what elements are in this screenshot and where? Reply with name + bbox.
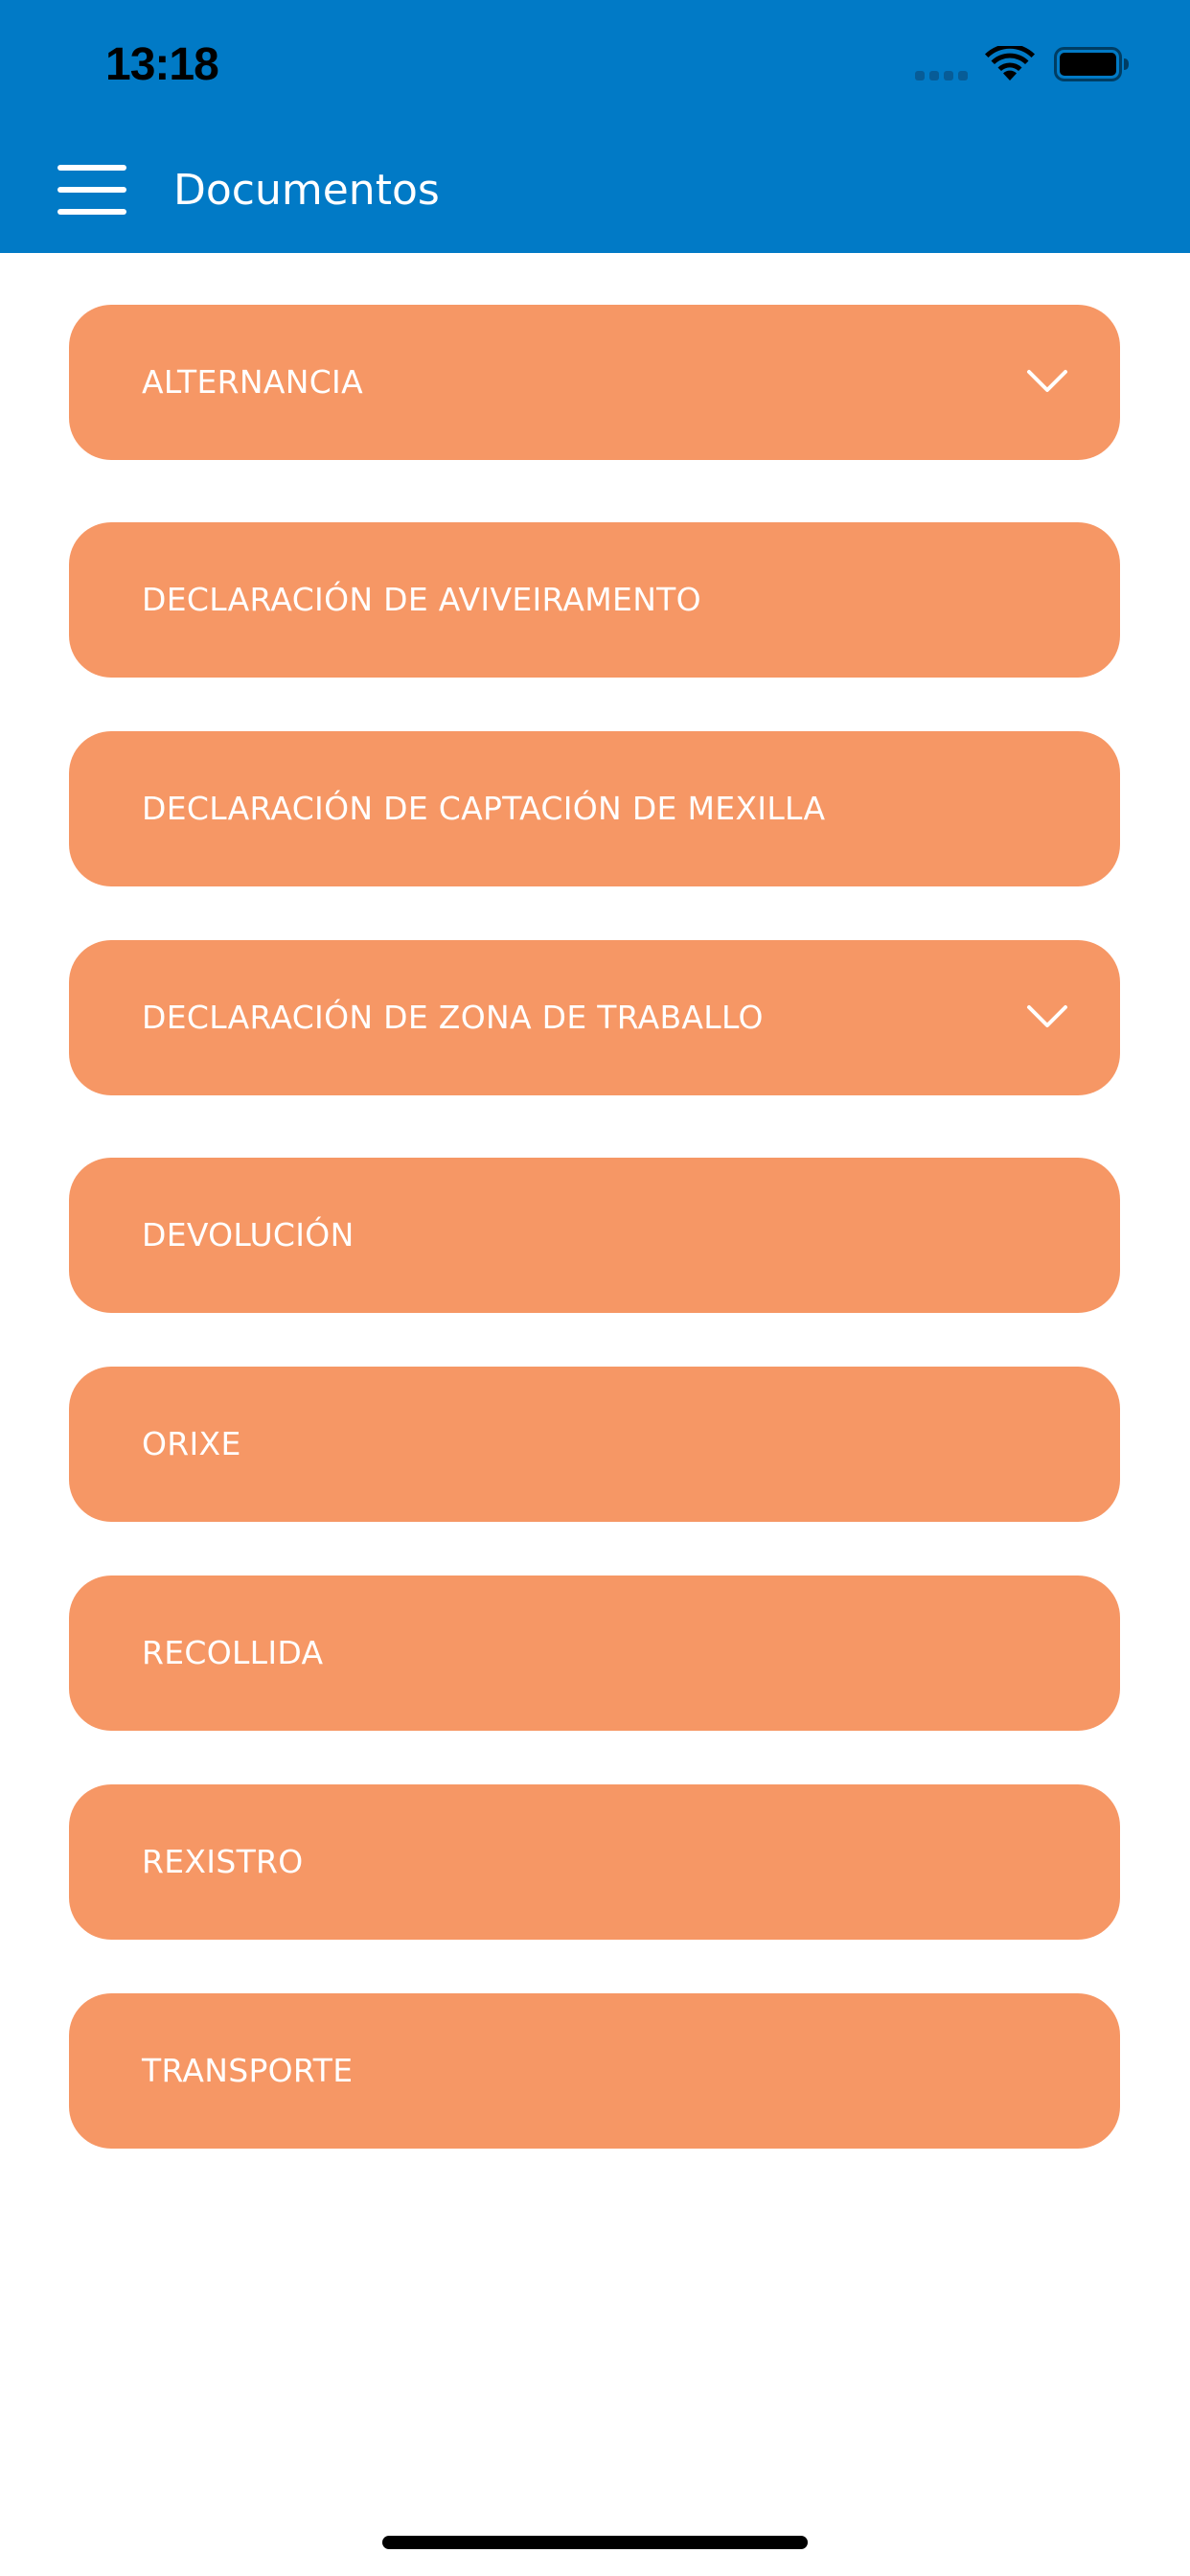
document-item-label: DECLARACIÓN DE ZONA DE TRABALLO (142, 999, 764, 1036)
hamburger-menu-icon[interactable] (57, 165, 126, 215)
document-item-transporte[interactable] (69, 1993, 1120, 2149)
chevron-down-icon[interactable] (1025, 998, 1069, 1034)
document-item-orixe[interactable] (69, 1367, 1120, 1522)
wifi-icon (985, 46, 1035, 82)
document-list (0, 253, 1190, 2361)
status-bar-time: 13:18 (105, 39, 218, 90)
document-item-alternancia[interactable] (69, 305, 1120, 460)
document-item-label: DEVOLUCIÓN (142, 1216, 355, 1254)
document-item-label: ORIXE (142, 1425, 241, 1462)
document-item-recollida[interactable] (69, 1576, 1120, 1731)
home-indicator[interactable] (382, 2536, 808, 2549)
document-item-label: DECLARACIÓN DE AVIVEIRAMENTO (142, 581, 701, 618)
document-item-label: DECLARACIÓN DE CAPTACIÓN DE MEXILLA (142, 790, 826, 827)
chevron-down-icon[interactable] (1025, 362, 1069, 399)
document-item-label: TRANSPORTE (142, 2052, 354, 2089)
document-item-devolucion[interactable] (69, 1158, 1120, 1313)
document-item-rexistro[interactable] (69, 1784, 1120, 1940)
cellular-signal-icon (915, 71, 969, 80)
page-title: Documentos (173, 166, 440, 215)
document-item-declaracion-captacion-mexilla[interactable] (69, 731, 1120, 886)
document-item-label: REXISTRO (142, 1843, 304, 1880)
document-item-label: RECOLLIDA (142, 1634, 324, 1671)
battery-icon (1054, 46, 1131, 82)
document-item-declaracion-zona-traballo[interactable] (69, 940, 1120, 1095)
app-header (0, 0, 1190, 253)
document-item-label: ALTERNANCIA (142, 363, 363, 401)
document-item-declaracion-aviveiramento[interactable] (69, 522, 1120, 678)
